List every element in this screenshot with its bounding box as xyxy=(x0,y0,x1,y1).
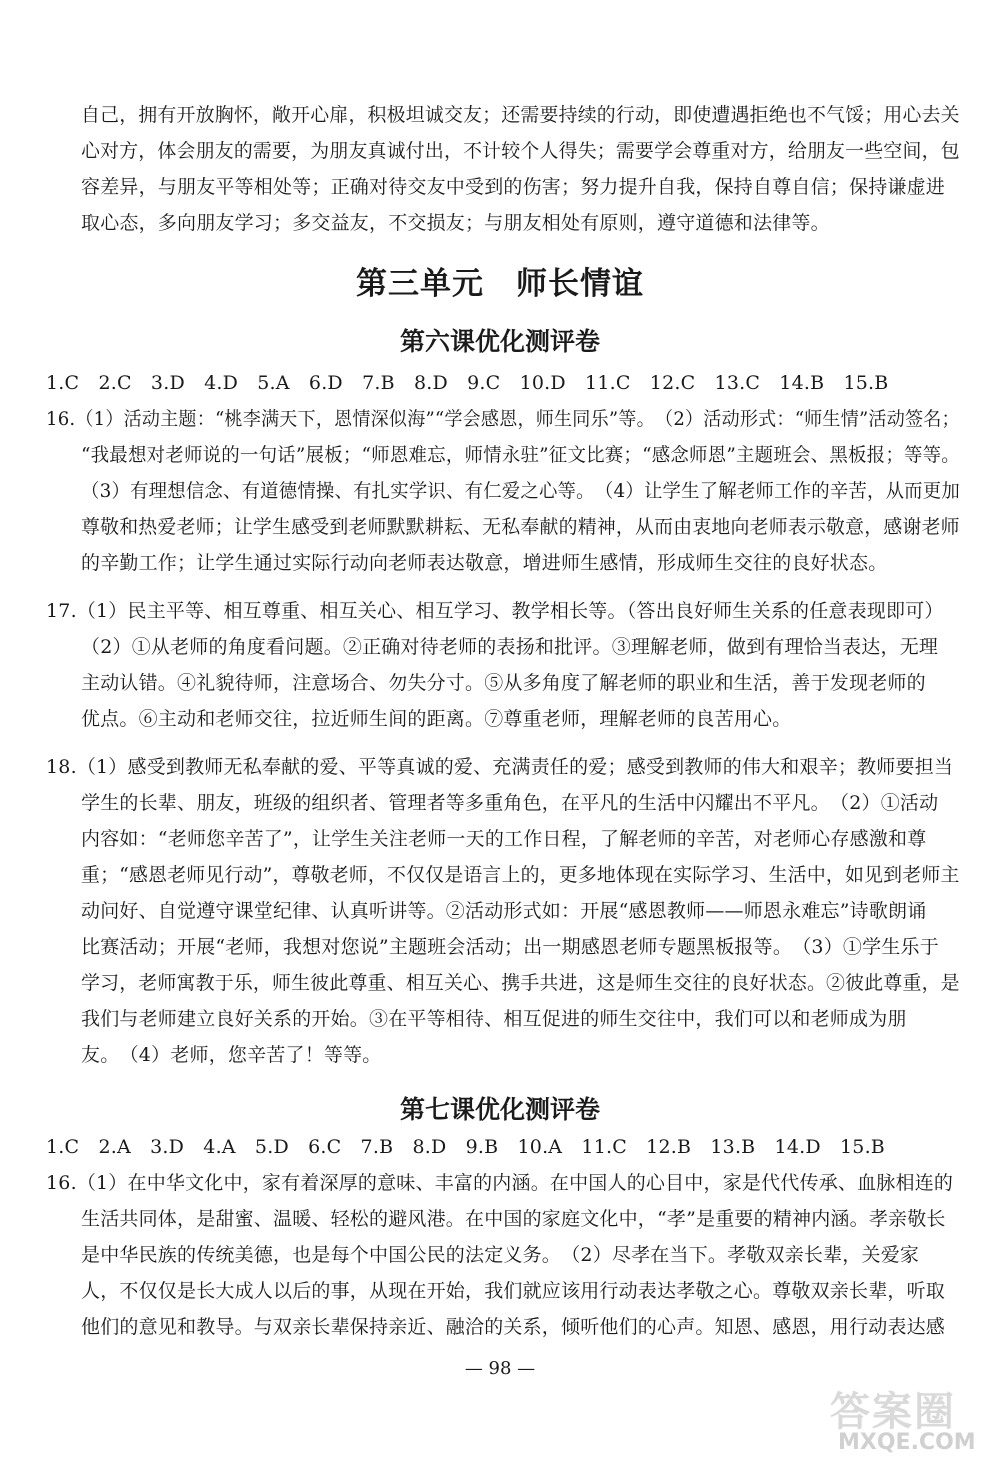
lesson6-line: 内容如：“老师您辛苦了”，让学生关注老师一天的工作日程，了解老师的辛苦，对老师心存感激和尊 xyxy=(81,828,927,850)
unit-title: 第三单元 师长情谊 xyxy=(356,266,644,302)
page-number: — 98 — xyxy=(464,1358,536,1379)
lesson6-line: 学生的长辈、朋友，班级的组织者、管理者等多重角色，在平凡的生活中闪耀出不平凡。 （2）①活动 xyxy=(81,792,939,814)
lesson7-title: 第七课优化测评卷 xyxy=(399,1095,600,1124)
lesson6-line: 动问好、自觉遵守课堂纪律、认真听讲等。②活动形式如：开展“感恩教师——师恩永难忘”诗歌朗诵 xyxy=(81,900,927,922)
intro-line: 取心态，多向朋友学习；多交益友，不交损友；与朋友相处有原则，遵守道德和法律等。 xyxy=(81,212,830,234)
lesson7-line: 16.（1）在中华文化中，家有着深厚的意味、丰富的内涵。在中国人的心目中，家是代代传承、血脉相连的 xyxy=(46,1172,954,1194)
lesson7-line: 他们的意见和教导。与双亲长辈保持亲近、融洽的关系，倾听他们的心声。知恩、感恩，用行动表达感 xyxy=(81,1316,946,1338)
intro-line: 心对方，体会朋友的需要，为朋友真诚付出，不计较个人得失；需要学会尊重对方，给朋友一些空间，包 xyxy=(81,140,960,162)
watermark-text: 答案圈 xyxy=(830,1389,956,1435)
lesson6-line: 优点。⑥主动和老师交往，拉近师生间的距离。⑦尊重老师，理解老师的良苦用心。 xyxy=(81,708,792,730)
lesson7-line: 是中华民族的传统美德，也是每个中国公民的法定义务。 （2）尽孝在当下。孝敬双亲长辈，关爱家 xyxy=(81,1244,920,1266)
lesson6-line: （3）有理想信念、有道德情操、有扎实学识、有仁爱之心等。 （4）让学生了解老师工作的辛苦，从而更加 xyxy=(81,480,960,502)
lesson6-line: 尊敬和热爱老师；让学生感受到老师默默耕耘、无私奉献的精神，从而由衷地向老师表示敬意，感谢老师 xyxy=(81,516,960,538)
watermark-url: MXQE.COM xyxy=(838,1430,976,1455)
intro-line: 容差异，与朋友平等相处等；正确对待交友中受到的伤害；努力提升自我，保持自尊自信；保持谦虚进 xyxy=(81,176,946,198)
lesson6-line: （2）①从老师的角度看问题。②正确对待老师的表扬和批评。③理解老师，做到有理恰当表达，无理 xyxy=(81,636,939,658)
lesson6-line: 友。 （4）老师，您辛苦了！等等。 xyxy=(81,1044,382,1066)
lesson6-line: 比赛活动；开展“老师，我想对您说”主题班会活动；出一期感恩老师专题黑板报等。 （3）①学生乐于 xyxy=(81,936,939,958)
intro-line: 自己，拥有开放胸怀，敞开心扉，积极坦诚交友；还需要持续的行动，即使遭遇拒绝也不气馁；用心去关 xyxy=(81,104,960,126)
lesson7-answer-key: 1.C 2.A 3.D 4.A 5.D 6.C 7.B 8.D 9.B 10.A 11.C 12.B 13.B 14.D 15.B xyxy=(46,1136,885,1158)
lesson6-answer-key: 1.C 2.C 3.D 4.D 5.A 6.D 7.B 8.D 9.C 10.D 11.C 12.C 13.C 14.B 15.B xyxy=(46,372,889,394)
lesson6-line: 我们与老师建立良好关系的开始。③在平等相待、相互促进的师生交往中，我们可以和老师成为朋 xyxy=(81,1008,907,1030)
watermark-logo xyxy=(830,1380,990,1460)
lesson7-line: 生活共同体，是甜蜜、温暖、轻松的避风港。在中国的家庭文化中，“孝”是重要的精神内涵。孝亲敬长 xyxy=(81,1208,946,1230)
lesson6-line: 的辛勤工作；让学生通过实际行动向老师表达敬意，增进师生感情，形成师生交往的良好状态。 xyxy=(81,552,888,574)
lesson7-line: 人，不仅仅是长大成人以后的事，从现在开始，我们就应该用行动表达孝敬之心。尊敬双亲长辈，听取 xyxy=(81,1280,946,1302)
lesson6-line: “我最想对老师说的一句话”展板；“师恩难忘，师情永驻”征文比赛；“感念师恩”主题班会、黑板报；等等。 xyxy=(81,444,960,466)
lesson6-line: 主动认错。④礼貌待师，注意场合、勿失分寸。⑤从多角度了解老师的职业和生活，善于发现老师的 xyxy=(81,672,926,694)
lesson6-line: 16.（1）活动主题：“桃李满天下，恩情深似海”“学会感恩，师生同乐”等。 （2）活动形式：“师生情”活动签名； xyxy=(46,408,960,430)
lesson6-line: 17.（1）民主平等、相互尊重、相互关心、相互学习、教学相长等。（答出良好师生关系的任意表现即可） xyxy=(46,600,944,622)
lesson6-line: 重；“感恩老师见行动”，尊敬老师，不仅仅是语言上的，更多地体现在实际学习、生活中，如见到老师主 xyxy=(81,864,960,886)
lesson6-line: 学习，老师寓教于乐，师生彼此尊重、相互关心、携手共进，这是师生交往的良好状态。②彼此尊重，是 xyxy=(81,972,960,994)
lesson6-title: 第六课优化测评卷 xyxy=(399,327,600,356)
lesson6-line: 18.（1）感受到教师无私奉献的爱、平等真诚的爱、充满责任的爱；感受到教师的伟大和艰辛；教师要担当 xyxy=(46,756,954,778)
